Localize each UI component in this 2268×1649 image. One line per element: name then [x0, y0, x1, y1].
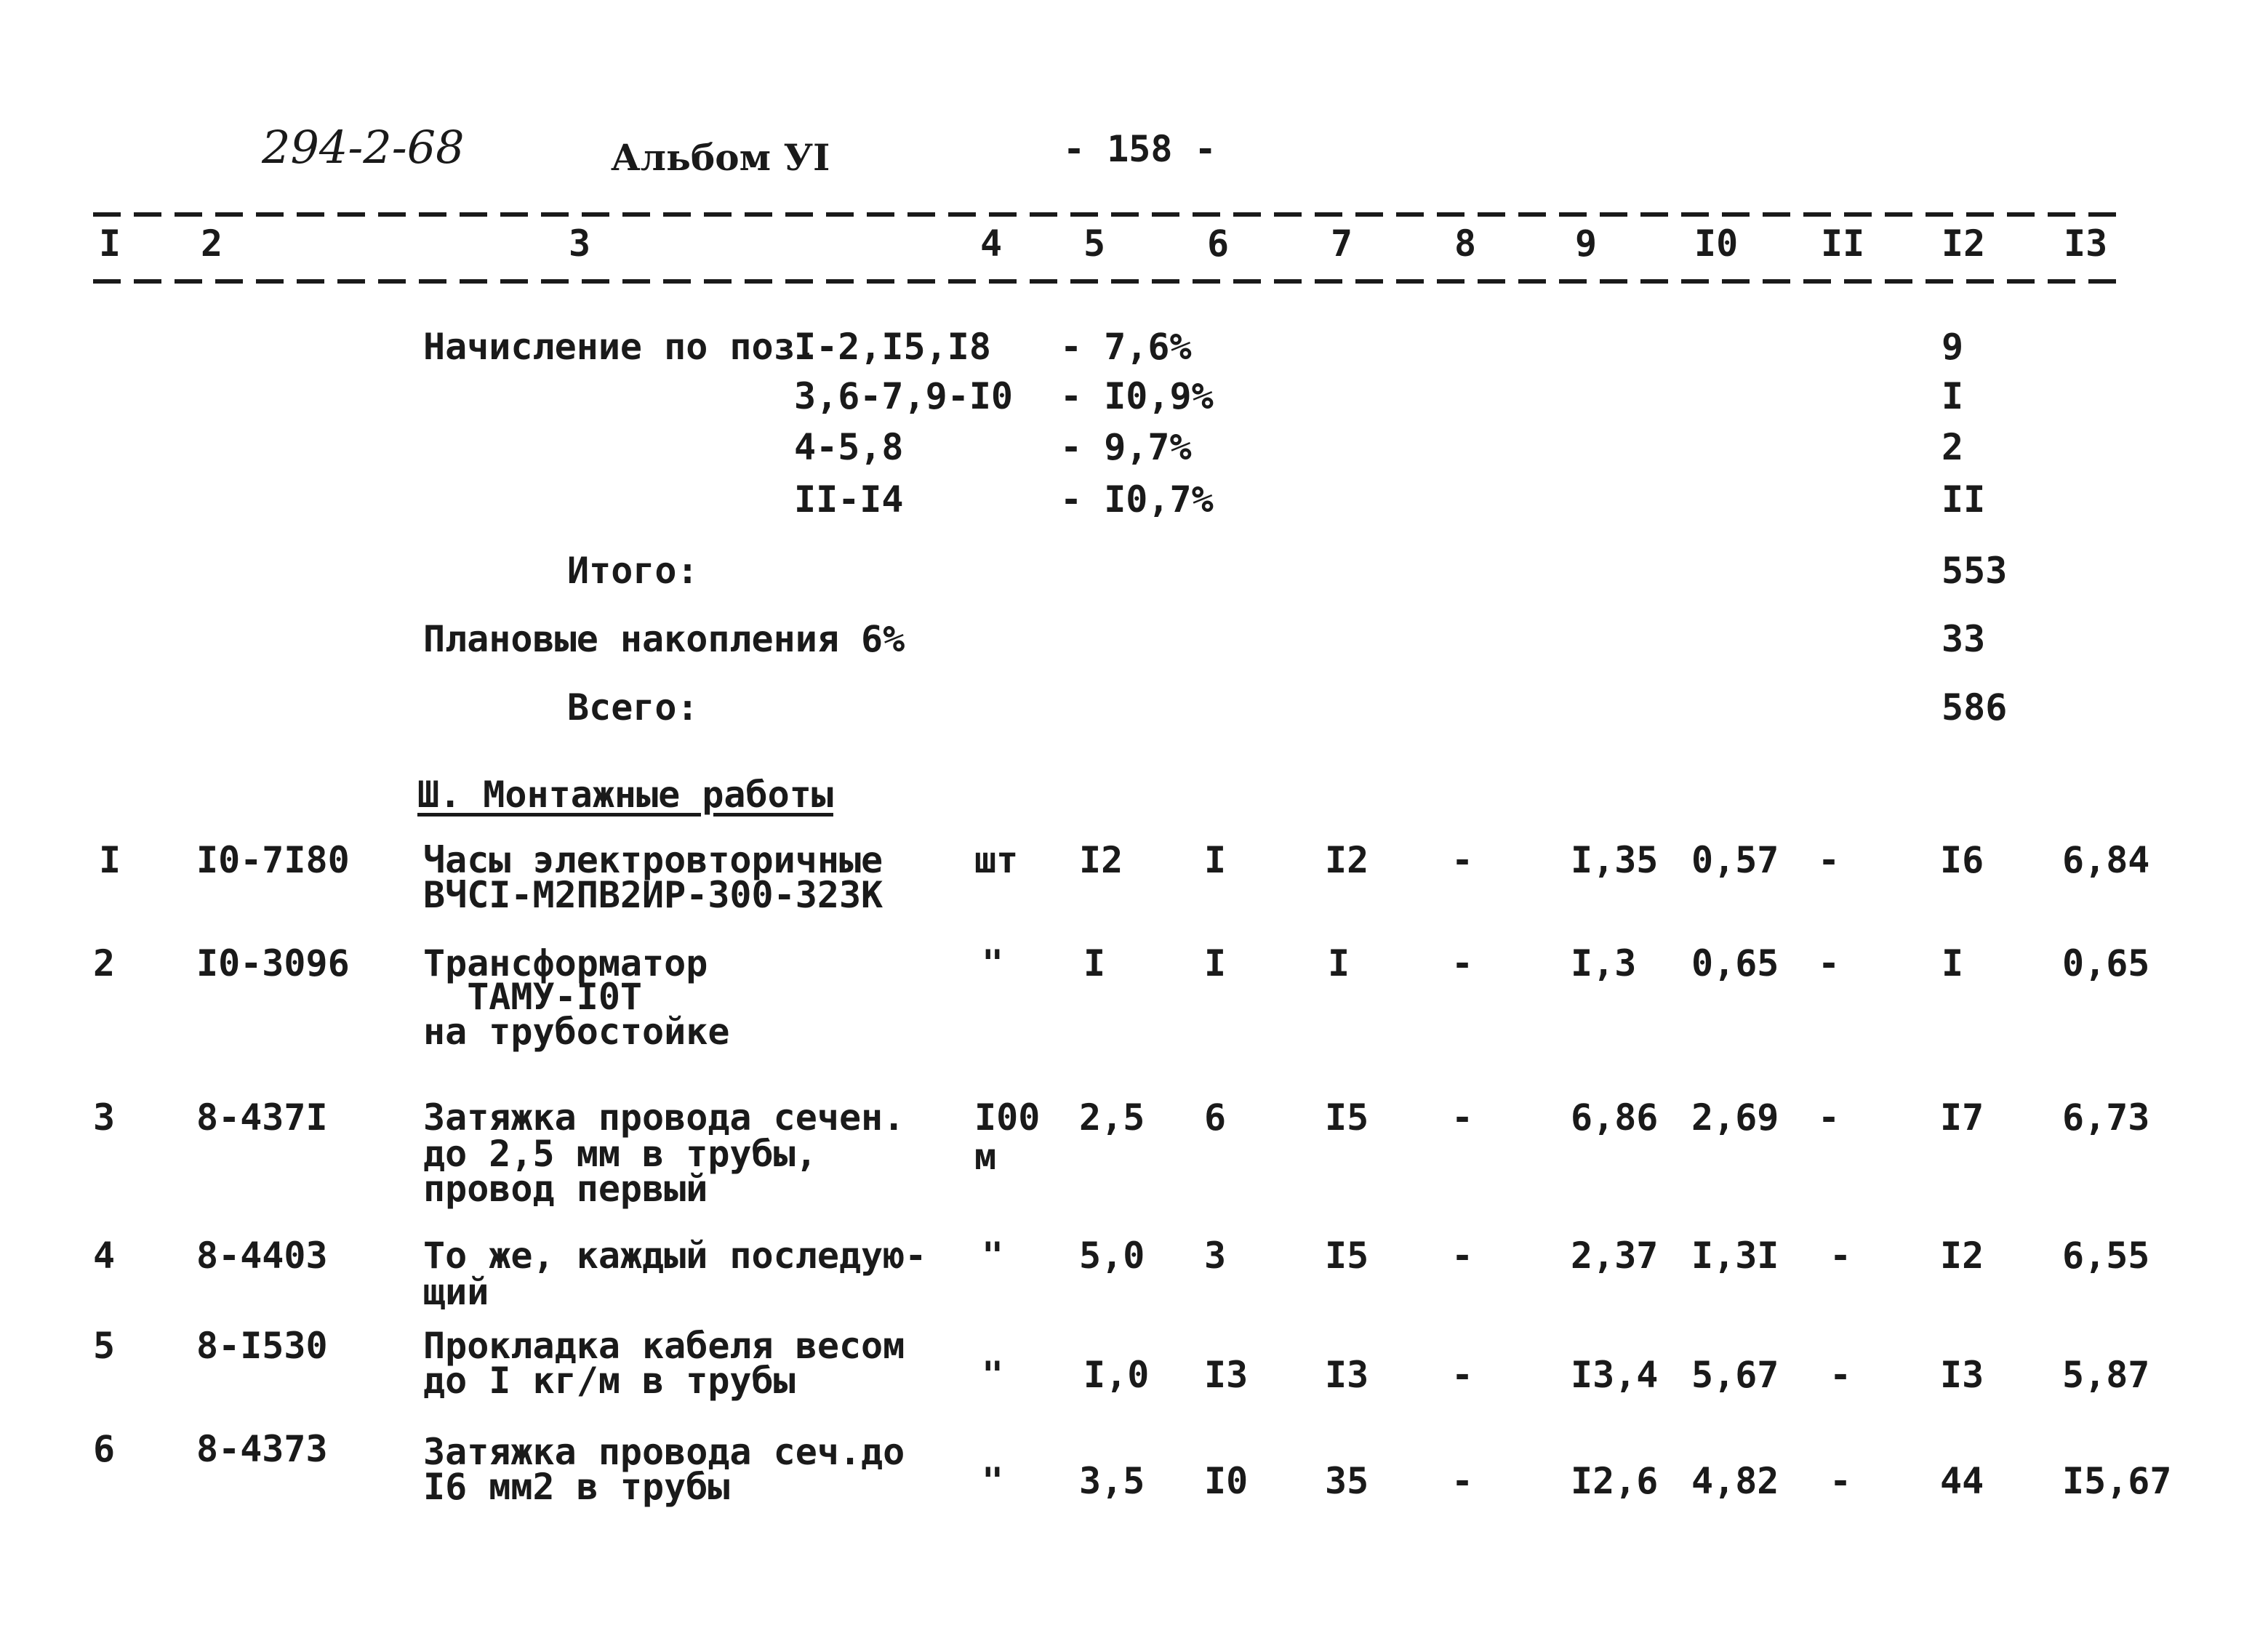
- cell-c5: I2: [1079, 839, 1123, 881]
- header-rule-bottom: [93, 279, 2129, 284]
- cell-name: ТАМУ-I0Т: [423, 976, 643, 1018]
- cell-c7: I3: [1325, 1354, 1369, 1396]
- cell-c13: 6,55: [2062, 1235, 2150, 1277]
- cell-code: 8-4373: [196, 1428, 328, 1470]
- cell-c8: -: [1451, 942, 1474, 984]
- cell-c13: 0,65: [2062, 942, 2150, 984]
- cell-name: до 2,5 мм в трубы,: [423, 1133, 817, 1175]
- cell-c11: -: [1830, 1235, 1852, 1277]
- cell-c10: 0,65: [1691, 942, 1779, 984]
- cell-number: I: [99, 839, 121, 881]
- col-header-2: 2: [201, 222, 223, 265]
- cell-c5: 2,5: [1079, 1096, 1145, 1139]
- cell-c13: 6,84: [2062, 839, 2150, 881]
- header-rule-top: [93, 212, 2129, 217]
- cell-c7: I: [1328, 942, 1350, 984]
- cell-c12: 44: [1940, 1460, 1984, 1502]
- cell-name: ВЧСI-М2ПВ2ИР-300-323К: [423, 874, 883, 916]
- cell-c6: I: [1204, 942, 1227, 984]
- col-header-7: 7: [1331, 222, 1353, 265]
- cell-c9: 2,37: [1571, 1235, 1659, 1277]
- cell-c6: I3: [1204, 1354, 1249, 1396]
- cell-number: 6: [93, 1428, 116, 1470]
- accrual-pct: - 7,6%: [1060, 326, 1192, 368]
- cell-c6: 6: [1204, 1096, 1227, 1139]
- accrual-pos: II-I4: [794, 478, 904, 521]
- cell-name: Часы электровторичные: [423, 839, 883, 881]
- cell-unit: шт: [974, 839, 1019, 881]
- cell-unit: I00: [974, 1096, 1041, 1139]
- accrual-value: 2: [1942, 426, 1964, 468]
- col-header-5: 5: [1083, 222, 1106, 265]
- cell-name: до I кг/м в трубы: [423, 1360, 796, 1402]
- cell-c6: 3: [1204, 1235, 1227, 1277]
- cell-c9: I2,6: [1571, 1460, 1659, 1502]
- cell-c12: I2: [1940, 1235, 1984, 1277]
- cell-c8: -: [1451, 839, 1474, 881]
- cell-c11: -: [1830, 1460, 1852, 1502]
- col-header-1: I: [99, 222, 121, 265]
- cell-c6: I: [1204, 839, 1227, 881]
- cell-c10: 4,82: [1691, 1460, 1779, 1502]
- cell-c13: 5,87: [2062, 1354, 2150, 1396]
- cell-number: 4: [93, 1235, 116, 1277]
- cell-c5: I: [1083, 942, 1106, 984]
- cell-code: I0-3096: [196, 942, 350, 984]
- cell-c8: -: [1451, 1460, 1474, 1502]
- page-number: - 158 -: [1063, 128, 1217, 170]
- cell-number: 5: [93, 1325, 116, 1367]
- cell-code: I0-7I80: [196, 839, 350, 881]
- cell-name: Затяжка провода сеч.до: [423, 1431, 905, 1473]
- cell-code: 8-437I: [196, 1096, 328, 1139]
- cell-name: I6 мм2 в трубы: [423, 1466, 730, 1508]
- cell-c9: I,35: [1571, 839, 1659, 881]
- col-header-6: 6: [1207, 222, 1230, 265]
- cell-c12: I: [1942, 942, 1964, 984]
- cell-number: 2: [93, 942, 116, 984]
- cell-c10: 2,69: [1691, 1096, 1779, 1139]
- itogo-value: 553: [1942, 550, 2008, 592]
- accrual-pos: 4-5,8: [794, 426, 904, 468]
- album-label: Альбом УI: [611, 136, 830, 179]
- plan-label: Плановые накопления 6%: [423, 618, 905, 660]
- cell-c9: I3,4: [1571, 1354, 1659, 1396]
- cell-c10: 5,67: [1691, 1354, 1779, 1396]
- cell-name: на трубостойке: [423, 1011, 730, 1053]
- cell-c9: 6,86: [1571, 1096, 1659, 1139]
- cell-c11: -: [1818, 942, 1840, 984]
- cell-c5: I,0: [1083, 1354, 1150, 1396]
- col-header-10: I0: [1694, 222, 1739, 265]
- cell-unit: ": [982, 1354, 1004, 1396]
- cell-c8: -: [1451, 1235, 1474, 1277]
- plan-value: 33: [1942, 618, 1986, 660]
- cell-c7: I5: [1325, 1096, 1369, 1139]
- cell-c8: -: [1451, 1354, 1474, 1396]
- accrual-pct: - 9,7%: [1060, 426, 1192, 468]
- col-header-13: I3: [2064, 222, 2108, 265]
- cell-c9: I,3: [1571, 942, 1637, 984]
- cell-unit: ": [982, 1460, 1004, 1502]
- cell-name: Затяжка провода сечен.: [423, 1096, 905, 1139]
- cell-c8: -: [1451, 1096, 1474, 1139]
- accrual-value: 9: [1942, 326, 1964, 368]
- cell-name: Трансформатор: [423, 942, 708, 984]
- cell-c7: 35: [1325, 1460, 1369, 1502]
- accrual-pct: - I0,7%: [1060, 478, 1214, 521]
- cell-c10: 0,57: [1691, 839, 1779, 881]
- vsego-value: 586: [1942, 686, 2008, 729]
- cell-unit: ": [982, 942, 1004, 984]
- document-code: 294-2-68: [262, 121, 465, 174]
- col-header-4: 4: [980, 222, 1003, 265]
- accrual-pos: 3,6-7,9-I0: [794, 375, 1014, 417]
- cell-name: щий: [423, 1271, 489, 1313]
- col-header-8: 8: [1454, 222, 1477, 265]
- cell-c12: I6: [1940, 839, 1984, 881]
- cell-c7: I5: [1325, 1235, 1369, 1277]
- col-header-9: 9: [1575, 222, 1598, 265]
- cell-unit: ": [982, 1235, 1004, 1277]
- cell-c6: I0: [1204, 1460, 1249, 1502]
- cell-c13: 6,73: [2062, 1096, 2150, 1139]
- accrual-value: II: [1942, 478, 1986, 521]
- section-title: Ш. Монтажные работы: [417, 774, 833, 816]
- itogo-label: Итого:: [567, 550, 699, 592]
- cell-c7: I2: [1325, 839, 1369, 881]
- cell-code: 8-I530: [196, 1325, 328, 1367]
- cell-c13: I5,67: [2062, 1460, 2172, 1502]
- cell-name: Прокладка кабеля весом: [423, 1325, 905, 1367]
- vsego-label: Всего:: [567, 686, 699, 729]
- accrual-value: I: [1942, 375, 1964, 417]
- cell-name: провод первый: [423, 1168, 708, 1210]
- col-header-12: I2: [1942, 222, 1986, 265]
- cell-c10: I,3I: [1691, 1235, 1779, 1277]
- cell-c5: 5,0: [1079, 1235, 1145, 1277]
- cell-c12: I7: [1940, 1096, 1984, 1139]
- accrual-pos: I-2,I5,I8: [794, 326, 991, 368]
- cell-c12: I3: [1940, 1354, 1984, 1396]
- col-header-3: 3: [569, 222, 591, 265]
- cell-name: То же, каждый последую-: [423, 1235, 927, 1277]
- cell-unit: м: [974, 1136, 997, 1178]
- cell-c11: -: [1830, 1354, 1852, 1396]
- cell-c5: 3,5: [1079, 1460, 1145, 1502]
- cell-c11: -: [1818, 1096, 1840, 1139]
- cell-number: 3: [93, 1096, 116, 1139]
- cell-code: 8-4403: [196, 1235, 328, 1277]
- accruals-label: Начисление по поз.: [423, 326, 817, 368]
- col-header-11: II: [1821, 222, 1865, 265]
- cell-c11: -: [1818, 839, 1840, 881]
- accrual-pct: - I0,9%: [1060, 375, 1214, 417]
